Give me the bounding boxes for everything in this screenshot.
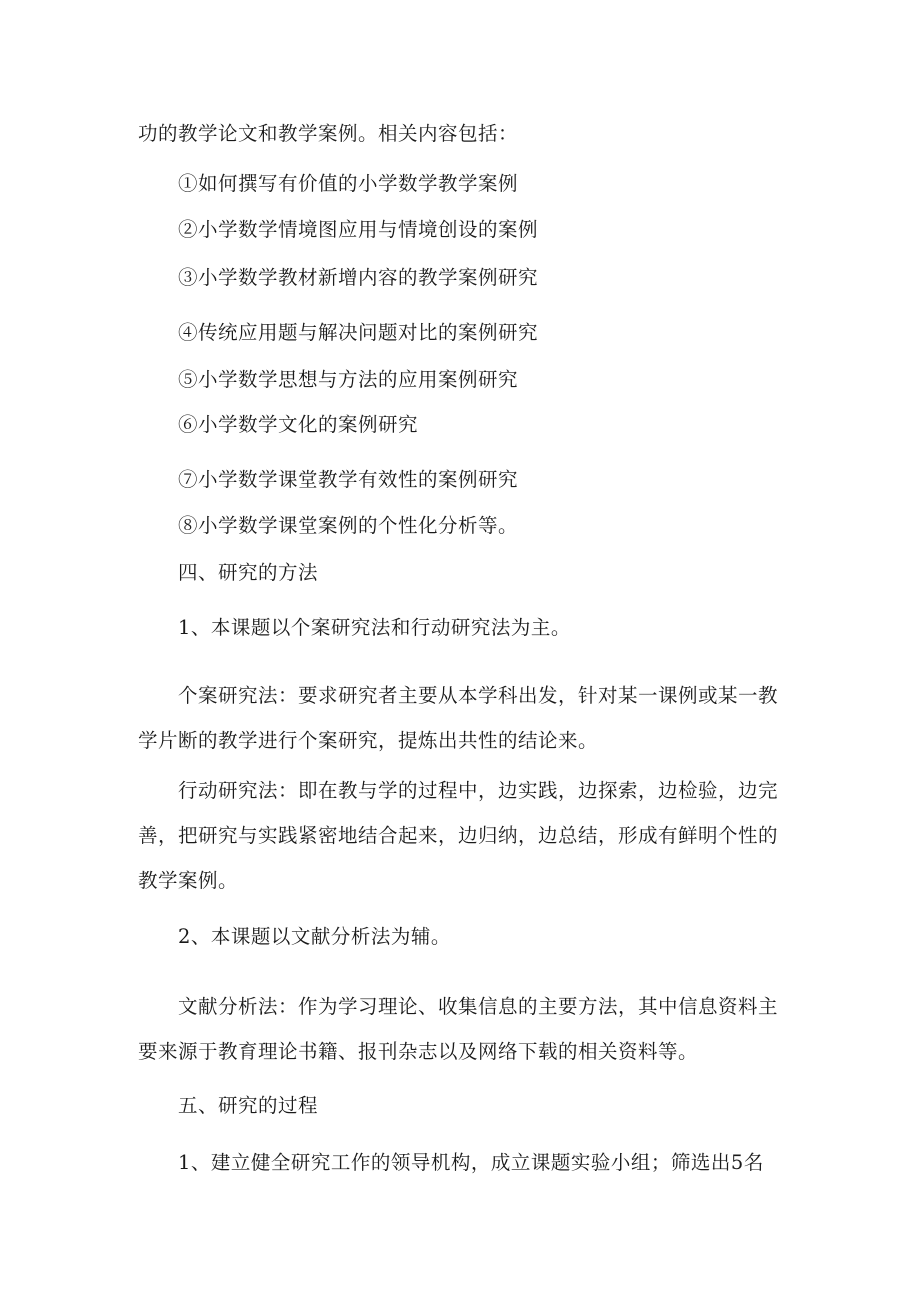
list-item-8: ⑧小学数学课堂案例的个性化分析等。 bbox=[178, 514, 519, 537]
list-item-2: ②小学数学情境图应用与情境创设的案例 bbox=[178, 218, 539, 241]
paragraph-literature-cont: 要来源于教育理论书籍、报刊杂志以及网络下载的相关资料等。 bbox=[138, 1040, 699, 1063]
paragraph-action-research-end: 教学案例。 bbox=[138, 869, 239, 892]
process-item-1: 1、建立健全研究工作的领导机构，成立课题实验小组；筛选出5名 bbox=[178, 1151, 764, 1174]
method-item-1: 1、本课题以个案研究法和行动研究法为主。 bbox=[178, 616, 571, 639]
paragraph-action-research: 行动研究法：即在教与学的过程中，边实践，边探索，边检验，边完 bbox=[178, 779, 779, 802]
paragraph-case-study-cont: 学片断的教学进行个案研究，提炼出共性的结论来。 bbox=[138, 729, 599, 752]
list-item-6: ⑥小学数学文化的案例研究 bbox=[178, 413, 419, 436]
section-heading-process: 五、研究的过程 bbox=[178, 1094, 319, 1117]
paragraph-case-study: 个案研究法：要求研究者主要从本学科出发，针对某一课例或某一教 bbox=[178, 684, 779, 707]
paragraph-action-research-cont: 善，把研究与实践紧密地结合起来，边归纳，边总结，形成有鲜明个性的 bbox=[138, 824, 779, 847]
paragraph-line-continuation: 功的教学论文和教学案例。相关内容包括： bbox=[138, 122, 519, 145]
list-item-7: ⑦小学数学课堂教学有效性的案例研究 bbox=[178, 468, 519, 491]
list-item-5: ⑤小学数学思想与方法的应用案例研究 bbox=[178, 368, 519, 391]
method-item-2: 2、本课题以文献分析法为辅。 bbox=[178, 925, 451, 948]
list-item-4: ④传统应用题与解决问题对比的案例研究 bbox=[178, 321, 539, 344]
list-item-3: ③小学数学教材新增内容的教学案例研究 bbox=[178, 266, 539, 289]
section-heading-methods: 四、研究的方法 bbox=[178, 561, 319, 584]
paragraph-literature: 文献分析法：作为学习理论、收集信息的主要方法，其中信息资料主 bbox=[178, 995, 779, 1018]
list-item-1: ①如何撰写有价值的小学数学教学案例 bbox=[178, 172, 519, 195]
